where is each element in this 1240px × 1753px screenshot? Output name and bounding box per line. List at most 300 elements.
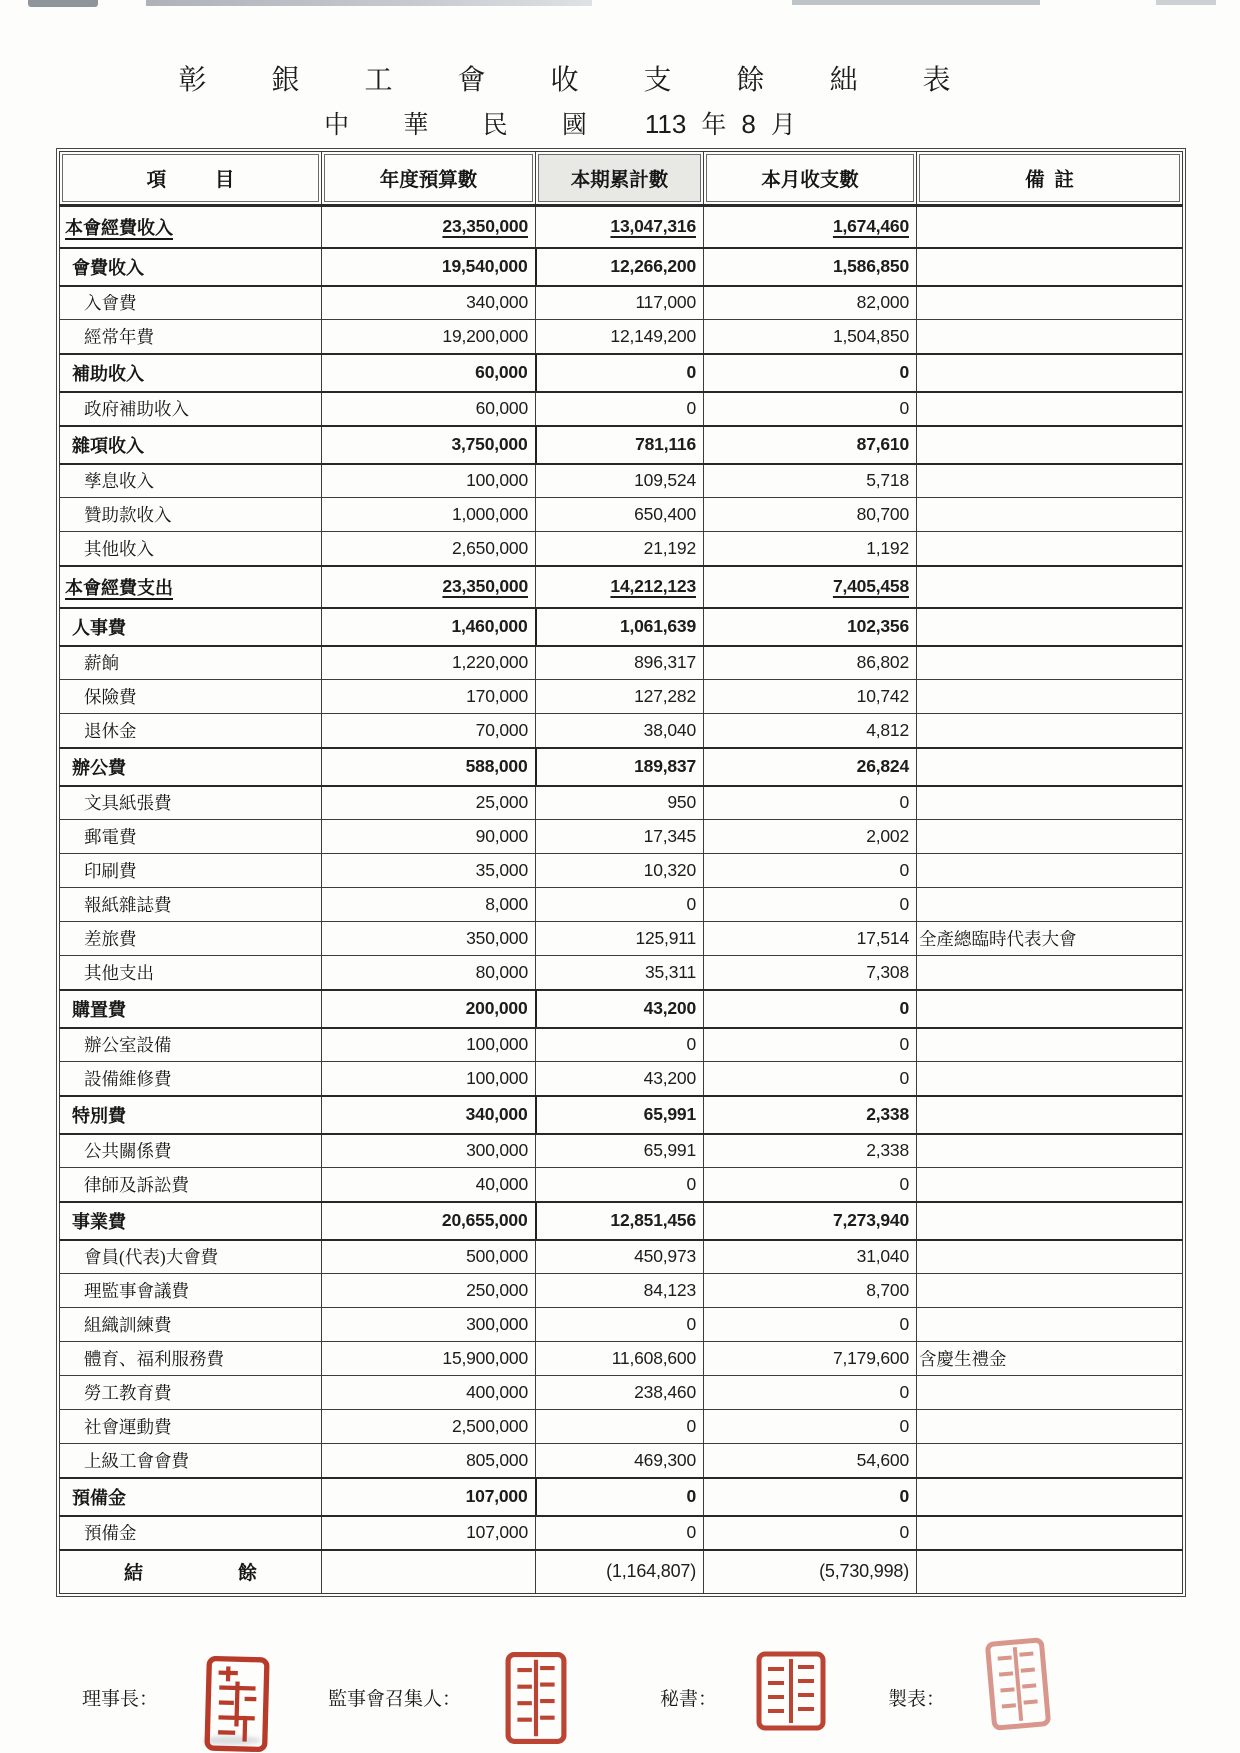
cell-month [704, 1376, 917, 1410]
cell-label [60, 748, 322, 786]
cell-budget [322, 248, 536, 286]
cell-budget [322, 1168, 536, 1202]
cell-text: 印刷費 [84, 861, 137, 881]
cell-text: 86,802 [856, 652, 909, 673]
table-row [60, 392, 1183, 426]
cell-budget [322, 922, 536, 956]
cell-text: 體育、福利服務費 [84, 1349, 224, 1369]
cell-ytd [536, 392, 704, 426]
cell-month [704, 1342, 917, 1376]
cell-text: 0 [686, 894, 696, 914]
cell-text: 100,000 [466, 470, 528, 491]
cell-text: 0 [686, 1034, 696, 1055]
table-row [60, 1202, 1183, 1240]
cell-text: 26,824 [856, 756, 909, 776]
cell-budget [322, 786, 536, 820]
cell-budget [322, 608, 536, 646]
table-row [60, 464, 1183, 498]
table-row [60, 646, 1183, 680]
cell-ytd [536, 820, 704, 854]
cell-text: 896,317 [634, 652, 696, 673]
cell-note [917, 748, 1183, 786]
cell-label [60, 1342, 322, 1376]
cell-text: 19,200,000 [442, 325, 528, 346]
cell-ytd [536, 206, 704, 248]
cell-note [917, 1134, 1183, 1168]
cell-text: 0 [899, 998, 909, 1018]
cell-note [917, 714, 1183, 748]
cell-ytd [536, 888, 704, 922]
cell-note [917, 680, 1183, 714]
cell-text: 300,000 [466, 1314, 528, 1334]
cell-budget [322, 714, 536, 748]
cell-text: 0 [686, 1314, 696, 1334]
cell-month [704, 1444, 917, 1478]
cell-text: 650,400 [634, 504, 696, 524]
cell-note [917, 922, 1183, 956]
cell-text: 2,500,000 [451, 1416, 528, 1436]
cell-text: 退休金 [84, 720, 137, 741]
table-row [60, 286, 1183, 320]
cell-text: 4,812 [866, 719, 909, 740]
cell-note [917, 1410, 1183, 1444]
cell-budget [322, 566, 536, 608]
cell-text: 文具紙張費 [84, 793, 172, 814]
cell-note [917, 248, 1183, 286]
cell-text: 設備維修費 [84, 1068, 172, 1089]
cell-text: 84,123 [643, 1280, 696, 1300]
table-row [60, 1516, 1183, 1550]
cell-budget [322, 888, 536, 922]
scan-artifact [792, 0, 1040, 5]
cell-text: 21,192 [643, 537, 696, 558]
roc-year: 113 [644, 109, 687, 139]
cell-month [704, 1096, 917, 1134]
cell-label [60, 1308, 322, 1342]
cell-ytd [536, 248, 704, 286]
month-number: 8 [741, 109, 756, 139]
supervisor-convener-label: 監事會召集人： [328, 1689, 462, 1710]
cell-label [60, 206, 322, 248]
cell-text: (1,164,807) [606, 1561, 696, 1582]
table-row [60, 854, 1183, 888]
cell-label [60, 1444, 322, 1478]
table-row [60, 1134, 1183, 1168]
table-row [60, 714, 1183, 748]
cell-note [917, 1516, 1183, 1550]
cell-text: 0 [899, 1416, 909, 1436]
cell-text: 300,000 [466, 1140, 528, 1161]
cell-note [917, 990, 1183, 1028]
cell-text: 組織訓練費 [84, 1315, 172, 1335]
cell-label [60, 956, 322, 990]
table-row [60, 748, 1183, 786]
cell-label [60, 1168, 322, 1202]
cell-text: 1,192 [866, 537, 909, 558]
cell-text: 250,000 [466, 1280, 528, 1300]
table-row [60, 820, 1183, 854]
table-row [60, 1342, 1183, 1376]
cell-text: 含慶生禮金 [919, 1349, 1007, 1369]
era-label: 中 華 民 國 [324, 112, 611, 139]
cell-text: 0 [899, 1382, 909, 1402]
cell-text: 70,000 [475, 719, 528, 740]
secretary-seal-stamp [756, 1650, 826, 1732]
cell-ytd [536, 854, 704, 888]
table-row [60, 1376, 1183, 1410]
cell-text: 7,273,940 [832, 1210, 909, 1230]
cell-label [60, 1274, 322, 1308]
cell-label [60, 1096, 322, 1134]
cell-month [704, 1240, 917, 1274]
cell-label [60, 922, 322, 956]
cell-ytd [536, 1134, 704, 1168]
table-body [60, 206, 1183, 1594]
cell-text: 100,000 [466, 1034, 528, 1055]
cell-label [60, 1376, 322, 1410]
cell-text: 17,345 [643, 826, 696, 846]
cell-ytd [536, 1550, 704, 1594]
table-row [60, 608, 1183, 646]
cell-ytd [536, 1028, 704, 1062]
cell-text: 588,000 [465, 756, 528, 776]
cell-text: 7,179,600 [832, 1348, 909, 1368]
cell-ytd [536, 1342, 704, 1376]
cell-text: 8,000 [485, 894, 528, 914]
cell-label [60, 608, 322, 646]
table-row [60, 1062, 1183, 1096]
cell-note [917, 888, 1183, 922]
cell-label [60, 820, 322, 854]
cell-budget [322, 286, 536, 320]
cell-budget [322, 426, 536, 464]
cell-month [704, 820, 917, 854]
cell-label [60, 286, 322, 320]
cell-text: 0 [899, 860, 909, 880]
cell-text: 社會運動費 [84, 1417, 172, 1437]
cell-text: 0 [686, 362, 696, 382]
cell-month [704, 320, 917, 354]
cell-text: 7,405,458 [832, 576, 909, 596]
cell-text: 0 [686, 1173, 696, 1194]
cell-note [917, 392, 1183, 426]
cell-text: 全產總臨時代表大會 [919, 929, 1077, 949]
cell-text: 事業費 [72, 1211, 126, 1232]
cell-text: 郵電費 [84, 827, 137, 847]
cell-text: 2,650,000 [451, 537, 528, 558]
cell-label [60, 714, 322, 748]
cell-text: 102,356 [847, 616, 909, 636]
table-header [60, 152, 1183, 206]
cell-text: 54,600 [856, 1449, 909, 1470]
cell-month [704, 680, 917, 714]
cell-note [917, 320, 1183, 354]
cell-text: 340,000 [465, 1104, 528, 1124]
cell-ytd [536, 714, 704, 748]
cell-text: 31,040 [856, 1246, 909, 1267]
cell-text: 3,750,000 [451, 434, 528, 454]
cell-budget [322, 1478, 536, 1516]
cell-text: 5,718 [866, 470, 909, 491]
cell-ytd [536, 608, 704, 646]
cell-month [704, 464, 917, 498]
cell-note [917, 1062, 1183, 1096]
table-row [60, 1550, 1183, 1594]
cell-ytd [536, 1516, 704, 1550]
cell-text: 1,504,850 [832, 325, 909, 346]
cell-text: 1,000,000 [451, 504, 528, 524]
scan-artifact [146, 0, 592, 6]
cell-ytd [536, 1096, 704, 1134]
cell-month [704, 1134, 917, 1168]
cell-ytd [536, 956, 704, 990]
cell-text: 19,540,000 [441, 256, 528, 276]
cell-note [917, 646, 1183, 680]
cell-month [704, 922, 917, 956]
cell-text: 0 [686, 1522, 696, 1542]
cell-ytd [536, 1308, 704, 1342]
cell-month [704, 1202, 917, 1240]
cell-text: 1,460,000 [451, 616, 528, 636]
cell-text: 辦公室設備 [84, 1035, 172, 1056]
cell-text: 43,200 [643, 1067, 696, 1088]
preparer-label: 製表： [888, 1689, 946, 1710]
cell-budget [322, 1274, 536, 1308]
secretary-label: 秘書： [660, 1689, 718, 1710]
cell-text: 0 [899, 362, 909, 382]
cell-text: 107,000 [465, 1486, 528, 1506]
cell-ytd [536, 1478, 704, 1516]
cell-text: 13,047,316 [610, 216, 696, 237]
document-title: 彰 銀 工 會 收 支 餘 絀 表 [178, 65, 980, 96]
cell-budget [322, 354, 536, 392]
cell-note [917, 1096, 1183, 1134]
cell-month [704, 646, 917, 680]
cell-text: 會費收入 [72, 257, 144, 278]
cell-budget [322, 646, 536, 680]
cell-ytd [536, 1202, 704, 1240]
table-row [60, 320, 1183, 354]
cell-budget [322, 498, 536, 532]
cell-ytd [536, 532, 704, 566]
table-row [60, 532, 1183, 566]
cell-text: 補助收入 [72, 363, 144, 384]
cell-note [917, 1308, 1183, 1342]
cell-text: 10,320 [643, 860, 696, 880]
cell-label [60, 464, 322, 498]
cell-text: 469,300 [634, 1449, 696, 1470]
cell-ytd [536, 1376, 704, 1410]
cell-text: 82,000 [856, 292, 909, 313]
cell-note [917, 426, 1183, 464]
cell-budget [322, 1096, 536, 1134]
cell-note [917, 854, 1183, 888]
month-unit: 月 [770, 112, 796, 139]
cell-text: 0 [899, 1173, 909, 1194]
cell-budget [322, 392, 536, 426]
cell-text: 經常年費 [84, 326, 154, 347]
year-unit: 年 [701, 112, 727, 139]
cell-label [60, 392, 322, 426]
cell-text: 贊助款收入 [84, 505, 172, 525]
table-row [60, 206, 1183, 248]
cell-month [704, 1410, 917, 1444]
table-row [60, 956, 1183, 990]
table-row [60, 680, 1183, 714]
table-row [60, 786, 1183, 820]
cell-text: 950 [667, 792, 696, 813]
cell-month [704, 956, 917, 990]
cell-text: 0 [899, 1067, 909, 1088]
cell-text: 結 餘 [123, 1563, 257, 1585]
cell-text: 35,000 [475, 860, 528, 880]
cell-label [60, 1410, 322, 1444]
cell-text: 辦公費 [72, 757, 126, 778]
cell-text: 差旅費 [84, 929, 137, 949]
cell-text: 15,900,000 [442, 1348, 528, 1368]
cell-month [704, 786, 917, 820]
cell-budget [322, 956, 536, 990]
cell-text: 1,061,639 [619, 616, 696, 636]
cell-text: 0 [899, 1522, 909, 1542]
cell-text: 11,608,600 [611, 1348, 696, 1368]
cell-ytd [536, 646, 704, 680]
cell-note [917, 206, 1183, 248]
cell-budget [322, 320, 536, 354]
cell-ytd [536, 1410, 704, 1444]
cell-text: 25,000 [475, 792, 528, 813]
cell-ytd [536, 1240, 704, 1274]
cell-text: 上級工會會費 [84, 1450, 189, 1471]
cell-month [704, 1550, 917, 1594]
cell-text: 本會經費支出 [65, 577, 173, 598]
cell-label [60, 1202, 322, 1240]
cell-text: 1,220,000 [451, 652, 528, 673]
cell-budget [322, 1134, 536, 1168]
cell-month [704, 566, 917, 608]
cell-label [60, 566, 322, 608]
cell-month [704, 1308, 917, 1342]
cell-budget [322, 748, 536, 786]
cell-month [704, 888, 917, 922]
cell-note [917, 1202, 1183, 1240]
cell-text: 理監事會議費 [84, 1281, 189, 1301]
cell-text: 127,282 [634, 686, 696, 706]
cell-text: 60,000 [475, 362, 528, 382]
cell-ytd [536, 922, 704, 956]
header-ytd-total: 本期累計數 [536, 152, 704, 206]
cell-text: 0 [899, 894, 909, 914]
cell-note [917, 464, 1183, 498]
cell-budget [322, 532, 536, 566]
cell-text: 350,000 [466, 928, 528, 948]
cell-note [917, 608, 1183, 646]
cell-text: 0 [686, 398, 696, 418]
cell-budget [322, 990, 536, 1028]
cell-text: 35,311 [644, 961, 696, 982]
cell-text: 1,674,460 [832, 216, 909, 237]
cell-text: 14,212,123 [610, 576, 696, 596]
cell-ytd [536, 786, 704, 820]
cell-ytd [536, 1444, 704, 1478]
cell-budget [322, 1028, 536, 1062]
cell-text: 80,000 [475, 961, 528, 982]
cell-label [60, 248, 322, 286]
cell-ytd [536, 354, 704, 392]
supervisor-convener-seal-stamp [505, 1648, 567, 1748]
cell-budget [322, 1202, 536, 1240]
cell-label [60, 990, 322, 1028]
cell-text: 人事費 [72, 617, 126, 638]
table-row [60, 1168, 1183, 1202]
cell-budget [322, 820, 536, 854]
cell-month [704, 354, 917, 392]
cell-ytd [536, 1062, 704, 1096]
cell-note [917, 532, 1183, 566]
cell-month [704, 1168, 917, 1202]
cell-ytd [536, 990, 704, 1028]
cell-label [60, 646, 322, 680]
cell-text: 2,338 [866, 1140, 909, 1161]
cell-label [60, 426, 322, 464]
cell-text: 200,000 [465, 998, 528, 1018]
cell-text: 2,338 [866, 1104, 909, 1124]
scan-artifact [1156, 0, 1216, 5]
chairman-label: 理事長： [82, 1689, 159, 1710]
table-row [60, 1240, 1183, 1274]
cell-text: 公共關係費 [84, 1141, 172, 1162]
cell-text: 購置費 [72, 999, 126, 1020]
cell-month [704, 1516, 917, 1550]
cell-text: 43,200 [643, 998, 696, 1018]
cell-ytd [536, 748, 704, 786]
cell-label [60, 786, 322, 820]
cell-budget [322, 464, 536, 498]
header-current-month: 本月收支數 [704, 152, 917, 206]
cell-text: 0 [686, 1416, 696, 1436]
table-row [60, 1274, 1183, 1308]
cell-note [917, 1274, 1183, 1308]
cell-month [704, 286, 917, 320]
cell-text: 律師及訴訟費 [84, 1174, 189, 1195]
cell-text: 孳息收入 [84, 471, 154, 492]
table-row [60, 922, 1183, 956]
cell-text: 117,000 [635, 292, 696, 313]
cell-text: 雜項收入 [72, 435, 144, 456]
cell-label [60, 1028, 322, 1062]
cell-label [60, 854, 322, 888]
cell-text: 238,460 [634, 1382, 696, 1402]
cell-note [917, 1028, 1183, 1062]
cell-text: 400,000 [466, 1382, 528, 1402]
cell-budget [322, 1308, 536, 1342]
table-row [60, 1410, 1183, 1444]
cell-label [60, 1134, 322, 1168]
cell-budget [322, 1062, 536, 1096]
cell-note [917, 820, 1183, 854]
cell-label [60, 1516, 322, 1550]
cell-text: 38,040 [643, 719, 696, 740]
cell-text: 其他收入 [84, 538, 154, 559]
signature-row [0, 1648, 1240, 1753]
cell-text: 0 [899, 792, 909, 813]
cell-note [917, 1376, 1183, 1410]
cell-text: 報紙雜誌費 [84, 895, 172, 915]
cell-text: 12,851,456 [610, 1210, 696, 1230]
cell-text: 勞工教育費 [84, 1383, 172, 1403]
cell-text: 125,911 [635, 928, 696, 948]
cell-label [60, 1550, 322, 1594]
